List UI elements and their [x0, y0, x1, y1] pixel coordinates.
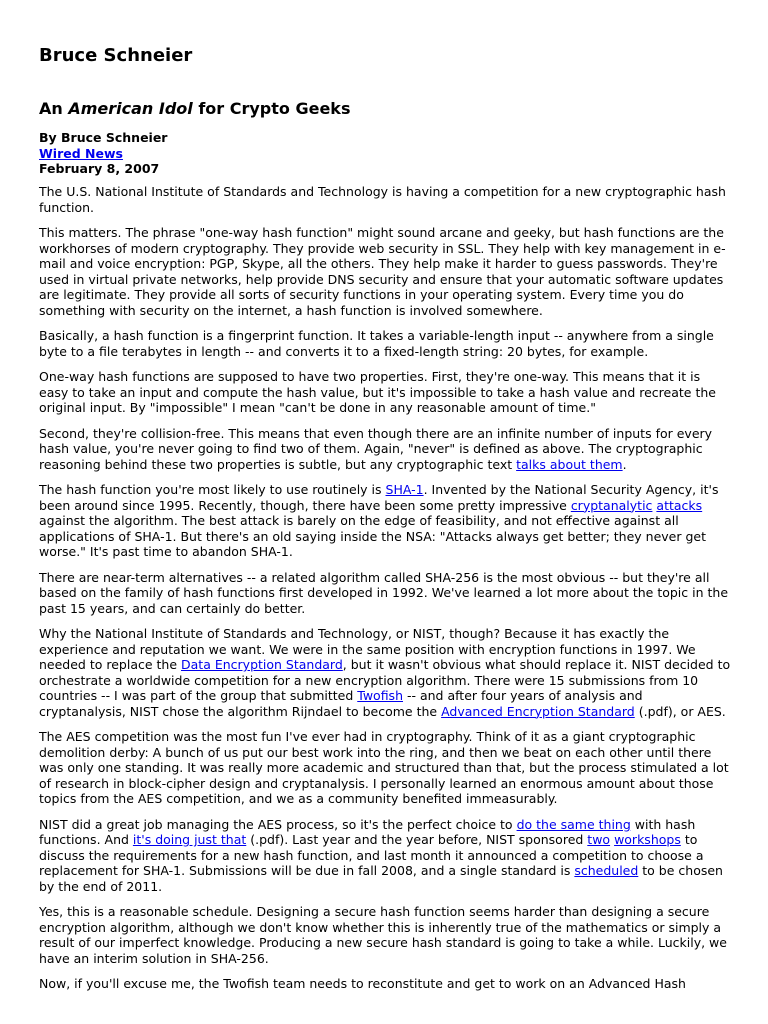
author: By Bruce Schneier — [39, 130, 168, 145]
doing-just-that-link[interactable]: it's doing just that — [132, 832, 247, 847]
paragraph: There are near-term alternatives -- a related algorithm called SHA-256 is the most obvious -- but they're all based on the family of hash functions first developed in 1992. We've learned a lot more about the topic in the past 15 years, and can certainly do better. — [39, 569, 729, 616]
paragraph-text: to discuss the requirements for a new hash function, and last month it announced a competition to choose a replacement for SHA-1. Submissions will be due in fall 2008, and a single standard is — [39, 832, 704, 878]
article-title-italic: American Idol — [68, 99, 193, 118]
paragraph-text: (.pdf). Last year and the year before, NIST sponsored — [246, 832, 588, 847]
paragraph: This matters. The phrase "one-way hash function" might sound arcane and geeky, but hash functions are the workhorses of modern cryptography. They provide web security in SSL. They help with key management in e-mail and voice encryption: PGP, Skype, all the others. They help make it harder to guess passwords. They're used in virtual private networks, help provide DNS security and ensure that your automatic software updates are legitimate. They provide all sorts of security functions in your operating system. Every time you do something with security on the internet, a hash function is involved somewhere. — [39, 225, 726, 318]
advanced-encryption-standard-link[interactable]: Advanced Encryption Standard — [441, 703, 635, 719]
publication-link[interactable]: Wired News — [39, 145, 123, 161]
paragraph: Basically, a hash function is a fingerprint function. It takes a variable-length input -- anywhere from a single byte to a file terabytes in length -- and converts it to a fixed-length string: 20 bytes, for example. — [39, 328, 714, 359]
talks-about-them-link[interactable]: talks about them — [516, 456, 623, 472]
paragraph-text: . — [622, 456, 627, 472]
two-link[interactable]: two — [587, 832, 611, 847]
scheduled-link[interactable]: scheduled — [574, 863, 639, 878]
paragraph-text: NIST did a great job managing the AES process, so it's the perfect choice to — [39, 816, 517, 832]
paragraph — [39, 817, 731, 895]
article-body — [39, 184, 731, 1002]
workshops-link[interactable]: workshops — [614, 832, 681, 847]
article-title-prefix: An — [39, 99, 69, 118]
data-encryption-standard-link[interactable]: Data Encryption Standard — [181, 657, 343, 672]
attacks-link[interactable]: attacks — [656, 497, 703, 513]
publication-date: February 8, 2007 — [39, 161, 160, 176]
paragraph-text: (.pdf), or AES. — [634, 703, 726, 719]
do-the-same-thing-link[interactable]: do the same thing — [516, 816, 631, 832]
paragraph: Yes, this is a reasonable schedule. Designing a secure hash function seems harder than designing a secure encryption algorithm, although we don't know whether this is inherently true of the mathematics or simply a result of our imperfect knowledge. Producing a new secure hash standard is going to take a while. Luckily, we have an interim solution in SHA-256. — [39, 904, 727, 966]
paragraph-text: -- and after four years of analysis and cryptanalysis, NIST chose the algorithm Rijndael to become the — [39, 688, 643, 719]
paragraph: The AES competition was the most fun I've ever had in cryptography. Think of it as a giant cryptographic demolition derby: A bunch of us put our best work into the ring, and then we beat on each other until there was only one standing. It was really more academic and structured than that, but the process stimulated a lot of research in block-cipher design and cryptanalysis. I personally learned an enormous amount about those topics from the AES competition, and we as a community benefited immeasurably. — [39, 729, 729, 806]
paragraph — [39, 482, 731, 560]
paragraph — [39, 426, 731, 473]
paragraph-text: The hash function you're most likely to use routinely is — [39, 482, 386, 497]
paragraph-text: , but it wasn't obvious what should replace it. NIST decided to orchestrate a worldwide competition for a new encryption algorithm. There were 15 submissions from 10 countries -- I was part of the group that submitted — [39, 657, 731, 703]
site-title: Bruce Schneier — [39, 45, 193, 66]
paragraph-text: Why the National Institute of Standards and Technology, or NIST, though? Because it has exactly the experience and reputation we want. We were in the same position with encryption functions in 1997. We needed to replace the — [39, 626, 696, 672]
sha1-link[interactable]: SHA-1 — [385, 482, 424, 497]
twofish-link[interactable]: Twofish — [357, 688, 403, 703]
paragraph-text: Second, they're collision-free. This means that even though there are an infinite number of inputs for every hash value, you're never going to find two of them. Again, "never" is defined as above. The cryptographic reasoning behind these two properties is subtle, but any cryptographic text — [39, 425, 713, 472]
paragraph-text: . Invented by the National Security Agency, it's been around since 1995. Recently, though, there have been some pretty impressive — [39, 482, 719, 513]
article-title — [39, 98, 350, 120]
paragraph: One-way hash functions are supposed to have two properties. First, they're one-way. This means that it is easy to take an input and compute the hash value, but it's impossible to take a hash value and recreate the original input. By "impossible" I mean "can't be done in any reasonable amount of time." — [39, 369, 716, 415]
paragraph — [39, 626, 731, 719]
paragraph: Now, if you'll excuse me, the Twofish team needs to reconstitute and get to work on an Advanced Hash — [39, 976, 686, 991]
paragraph: The U.S. National Institute of Standards and Technology is having a competition for a new cryptographic hash function. — [39, 184, 726, 215]
paragraph-text: to be chosen by the end of 2011. — [39, 863, 723, 894]
paragraph-text: with hash functions. And — [39, 816, 696, 847]
byline — [39, 130, 167, 177]
paragraph-text: against the algorithm. The best attack is barely on the edge of feasibility, and not effective against all applications of SHA-1. But there's an old saying inside the NSA: "Attacks always get better; they never get worse." It's past time to abandon SHA-1. — [39, 513, 707, 559]
article-title-suffix: for Crypto Geeks — [192, 99, 351, 118]
cryptanalytic-link[interactable]: cryptanalytic — [570, 497, 653, 513]
